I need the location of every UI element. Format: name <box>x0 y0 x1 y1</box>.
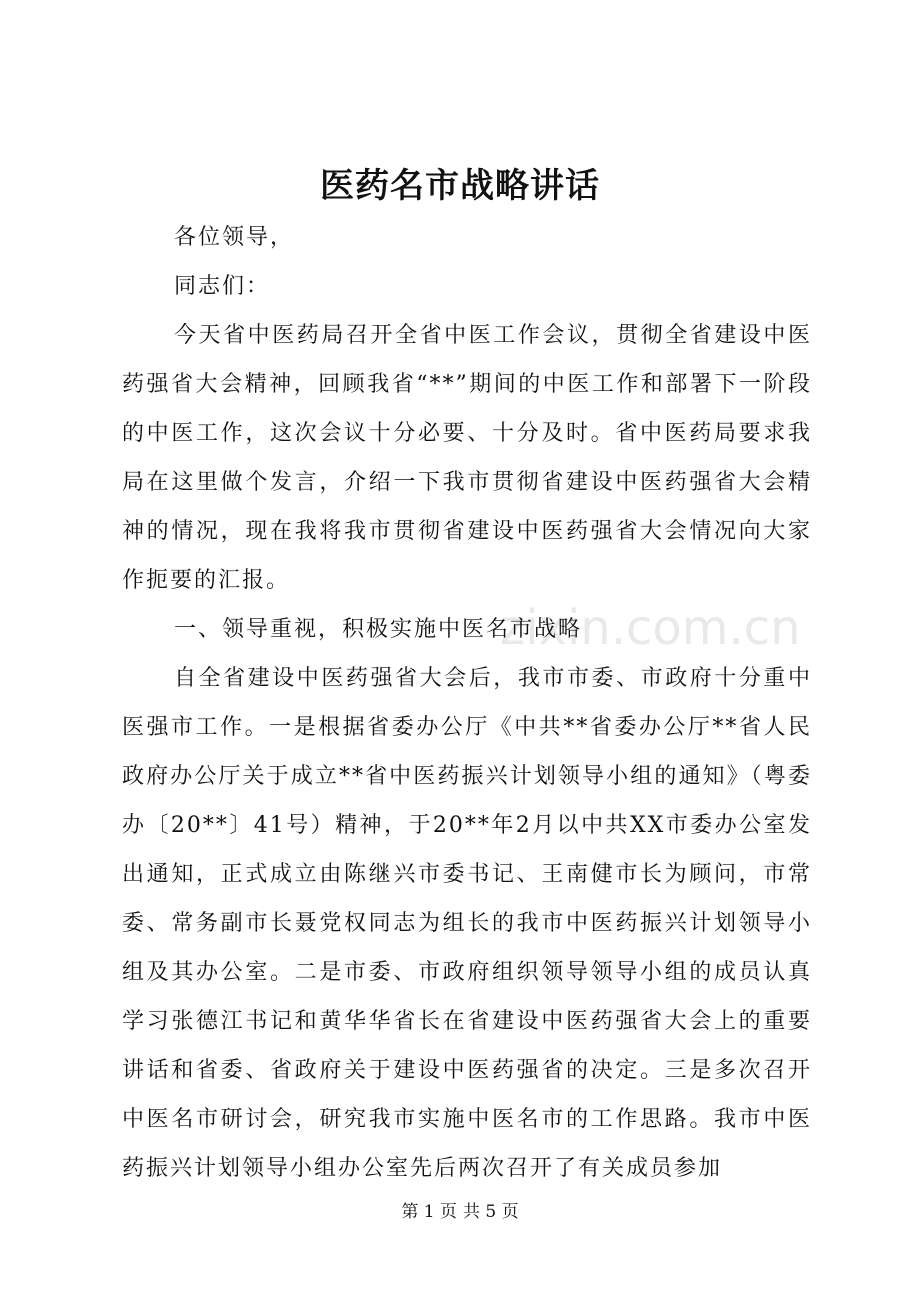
page-total: 共 5 页 <box>463 1202 519 1222</box>
salutation-comrades: 同志们： <box>174 274 271 299</box>
salutation-leaders: 各位领导， <box>174 225 295 250</box>
document-body <box>122 213 812 1193</box>
page-footer <box>0 1200 920 1224</box>
document-title: 医药名市战略讲话 <box>320 166 600 206</box>
watermark: zixin.com.cn <box>500 600 801 656</box>
intro-paragraph: 今天省中医药局召开全省中医工作会议，贯彻全省建设中医药强省大会精神，回顾我省“**”期间的中医工作和部署下一阶段的中医工作，这次会议十分必要、十分及时。省中医药局要求我局在这里做个发言，介绍一下我市贯彻省建设中医药强省大会精神的情况，现在我将我市贯彻省建设中医药强省大会情况向大家作扼要的汇报。 <box>122 323 812 593</box>
section-heading-1: 一、领导重视，积极实施中医名市战略 <box>174 617 583 642</box>
section-1-paragraph: 自全省建设中医药强省大会后，我市市委、市政府十分重中医强市工作。一是根据省委办公厅《中共**省委办公厅**省人民政府办公厅关于成立**省中医药振兴计划领导小组的通知》（粤委办〔20**〕41号）精神，于20**年2月以中共XX市委办公室发出通知，正式成立由陈继兴市委书记、王南健市长为顾问，市常委、常务副市长聂党权同志为组长的我市中医药振兴计划领导小组及其办公室。二是市委、市政府组织领导领导小组的成员认真学习张德江书记和黄华华省长在省建设中医药强省大会上的重要讲话和省委、省政府关于建设中医药强省的决定。三是多次召开中医名市研讨会，研究我市实施中医名市的工作思路。我市中医药振兴计划领导小组办公室先后两次召开了有关成员参加 <box>122 666 812 1181</box>
page-number: 第 1 页 <box>401 1202 457 1222</box>
